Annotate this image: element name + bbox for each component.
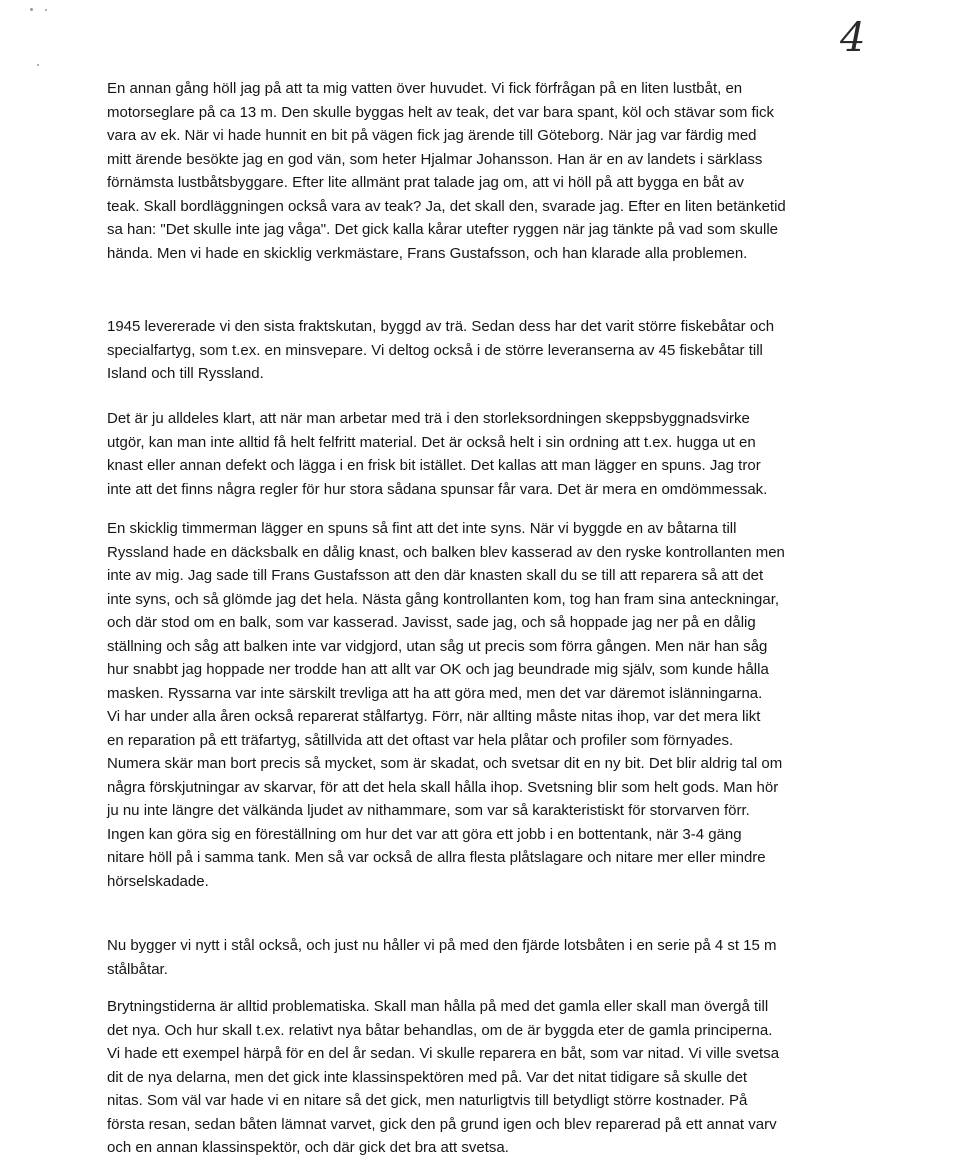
text-line: ställning och såg att balken inte var vidgjord, utan såg ut precis som förra gången. Men när han såg	[107, 637, 768, 655]
paragraph	[107, 315, 774, 386]
paragraph	[107, 705, 782, 893]
scan-speck	[30, 8, 33, 11]
text-line: nitare höll på i samma tank. Men så var också de allra flesta plåtslagare och nitare mer eller mindre	[107, 849, 766, 866]
text-line: Numera skär man bort precis så mycket, som är skadat, och svetsar dit en ny bit. Det blir aldrig tal om	[107, 755, 783, 772]
text-line: specialfartyg, som t.ex. en minsvepare. Vi deltog också i de större leveranserna av 45 fiskebåtar till	[107, 341, 763, 359]
text-line: 1945 levererade vi den sista fraktskutan, byggd av trä. Sedan dess har det varit större fiskebåtar och	[107, 318, 775, 335]
text-line: Vi har under alla åren också reparerat stålfartyg. Förr, när allting måste nitas ihop, var det mera likt	[107, 708, 761, 725]
text-line: sa han: "Det skulle inte jag våga". Det gick kalla kårar utefter ryggen när jag tänkte på vad som skulle	[107, 221, 779, 238]
text-line: stålbåtar.	[107, 960, 168, 978]
text-line: utgör, kan man inte alltid få helt felfritt material. Det är också helt i sin ordning att t.ex. hugga ut en	[107, 433, 756, 451]
text-line: det nya. Och hur skall t.ex. relativt nya båtar behandlas, om de är byggda eter de gamla principerna.	[107, 1021, 773, 1039]
text-line: första resan, sedan båten lämnat varvet, gick den på grund igen och blev reparerad på ett annat varv	[107, 1115, 777, 1133]
text-line: och en annan klassinspektör, och där gick det bra att svetsa.	[107, 1139, 509, 1156]
paragraph	[107, 77, 786, 265]
text-line: Ryssland hade en däcksbalk en dålig knast, och balken blev kasserad av den ryske kontrollanten men	[107, 543, 785, 561]
text-line: knast eller annan defekt och lägga i en frisk bit istället. Det kallas att man lägger en spuns. Jag tror	[107, 457, 761, 474]
text-line: motorseglare på ca 13 m. Den skulle byggas helt av teak, det var bara spant, köl och stävar som fick	[107, 103, 774, 121]
text-line: hörselskadade.	[107, 872, 209, 890]
text-line: nitas. Som väl var hade vi en nitare så det gick, men naturligtvis till betydligt större kostnader. På	[107, 1092, 748, 1109]
text-line: hända. Men vi hade en skicklig verkmästare, Frans Gustafsson, och han klarade alla problemen.	[107, 244, 748, 262]
text-line: en reparation på ett träfartyg, såtillvida att det oftast var hela plåtar och profiler som förnyades.	[107, 731, 734, 749]
text-line: hur snabbt jag hoppade ner trodde han att allt var OK och jag beundrade mig själv, som kunde hålla	[107, 661, 769, 678]
scan-speck	[37, 64, 39, 66]
text-line: Det är ju alldeles klart, att när man arbetar med trä i den storleksordningen skeppsbyggnadsvirke	[107, 410, 750, 427]
text-line: Nu bygger vi nytt i stål också, och just nu håller vi på med den fjärde lotsbåten i en serie på 4 st 15 m	[107, 937, 777, 954]
text-line: inte av mig. Jag sade till Frans Gustafsson att den där knasten skall du se till att reparera så att det	[107, 567, 764, 584]
text-line: vara av ek. När vi hade hunnit en bit på vägen fick jag ärende till Göteborg. När jag var färdig med	[107, 127, 757, 144]
text-line: Island och till Ryssland.	[107, 365, 264, 382]
text-line: En skicklig timmerman lägger en spuns så fint att det inte syns. När vi byggde en av båtarna till	[107, 520, 737, 537]
paragraph	[107, 517, 785, 705]
paragraph	[107, 407, 767, 501]
text-line: Vi hade ett exempel härpå för en del år sedan. Vi skulle reparera en båt, som var nitad. Vi ville svetsa	[107, 1045, 780, 1062]
text-line: och där stod om en balk, som var kasserad. Javisst, sade jag, och så hoppade jag ner på en dålig	[107, 614, 756, 631]
text-line: Brytningstiderna är alltid problematiska. Skall man hålla på med det gamla eller skall man övergå till	[107, 998, 769, 1015]
text-line: inte syns, och så glömde jag det hela. Nästa gång kontrollanten kom, tog han fram sina anteckningar,	[107, 590, 780, 608]
text-line: Ingen kan göra sig en föreställning om hur det var att göra ett jobb i en bottentank, när 3-4 gäng	[107, 825, 742, 843]
text-line: En annan gång höll jag på att ta mig vatten över huvudet. Vi fick förfrågan på en liten lustbåt, en	[107, 80, 743, 97]
text-line: ju nu inte längre det välkända ljudet av nithammare, som var så karakteristiskt för storvarven förr.	[107, 802, 750, 819]
text-line: teak. Skall bordläggningen också vara av teak? Ja, det skall den, svarade jag. Efter en liten betänketid	[107, 197, 786, 215]
text-line: några förskjutningar av skarvar, för att det hela skall hålla ihop. Svetsning blir som helt gods. Man hör	[107, 778, 779, 796]
page-number: 4	[840, 15, 866, 61]
text-line: inte att det finns några regler för hur stora sådana spunsar får vara. Det är mera en omdömmessak.	[107, 480, 768, 498]
paragraph	[107, 995, 779, 1160]
text-line: förnämsta lustbåtsbyggare. Efter lite allmänt prat talade jag om, att vi höll på att bygga en båt av	[107, 174, 745, 191]
text-line: masken. Ryssarna var inte särskilt trevliga att ha att göra med, men det var däremot islänningarna.	[107, 684, 763, 702]
text-line: dit de nya delarna, men det gick inte klassinspektören med på. Var det nitat tidigare så skulle det	[107, 1068, 748, 1086]
scan-speck	[45, 9, 47, 11]
text-line: mitt ärende besökte jag en god vän, som heter Hjalmar Johansson. Han är en av landets i särklass	[107, 150, 763, 168]
paragraph	[107, 934, 777, 981]
